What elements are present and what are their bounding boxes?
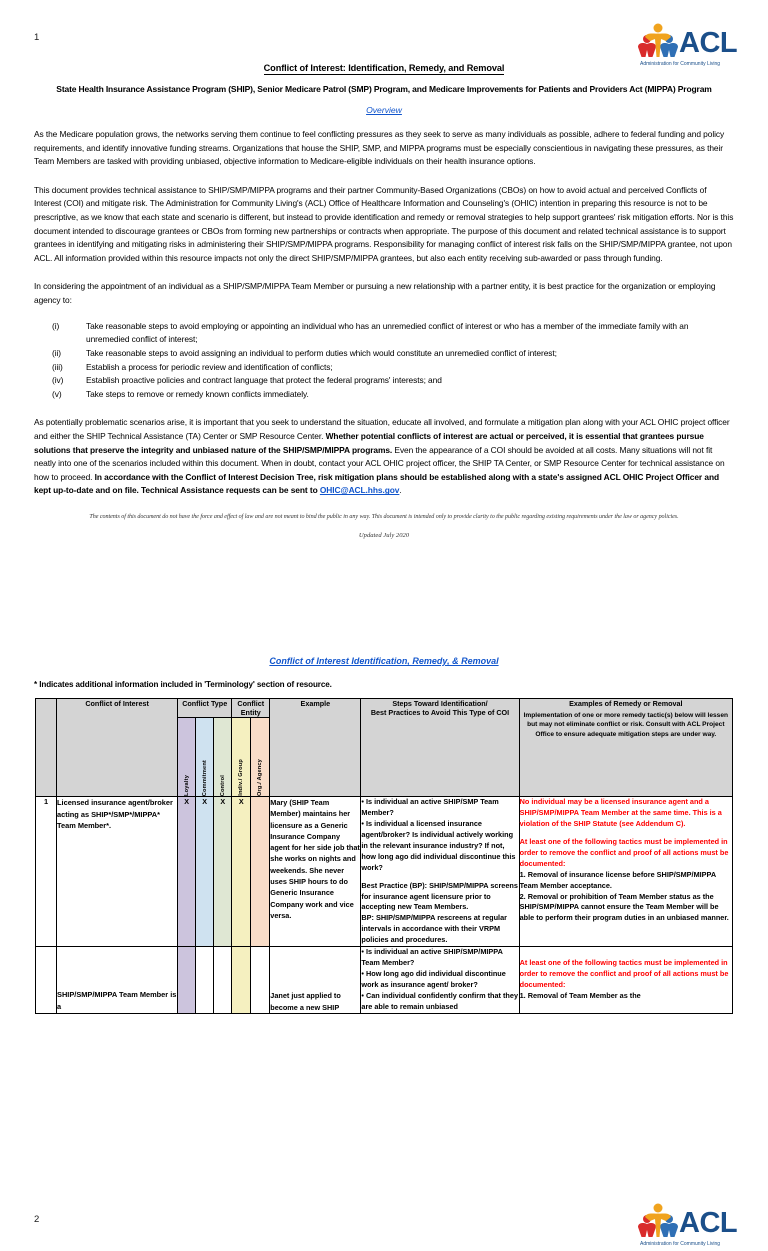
row-remedy-tactic: 1. Removal of insurance license before SHIP/SMP/MIPPA Team Member acceptance.: [519, 869, 716, 890]
row-remedy-line: At least one of the following tactics must be implemented in order to remove the conflict and proof of all actions must be documented:: [519, 836, 729, 868]
list-item-marker: (i): [52, 320, 60, 331]
row-steps-line: • Is individual an active SHIP/SMP/MIPPA Team Member?: [361, 947, 503, 968]
svg-text:ACL: ACL: [679, 27, 738, 59]
th-conflict-entity: Conflict Entity: [232, 699, 270, 718]
th-sub-commitment-label: Commitment: [201, 759, 208, 796]
th-remedy: [519, 699, 732, 797]
row-mark-commitment: [196, 947, 214, 1014]
row-coi-name: SHIP/SMP/MIPPA Team Member is a: [57, 947, 178, 1014]
list-item: [34, 388, 734, 402]
row-steps-line: • How long ago did individual discontinue work as insurance agent/ broker?: [361, 969, 506, 989]
row-example: Janet just applied to become a new SHIP: [270, 947, 361, 1014]
row-mark-indiv-group: X: [232, 797, 251, 947]
table-row: [36, 797, 733, 947]
list-item-marker: (iv): [52, 375, 64, 386]
th-remedy-line2: Implementation of one or more remedy tactic(s) below will lessen but may not eliminate conflict or risk. Consult with ACL Project Office to ensure adequate mitigation steps are under way.: [523, 712, 729, 738]
page-number-2: 2: [34, 1214, 40, 1225]
para4-part1: As potentially problematic scenarios arise, it is important that you seek to understand the situation, educate all involved, and formulate a mitigation plan along with your ACL OHIC project officer and either the SHIP Technical Assistance (TA) Center or SMP Resource Center.: [34, 417, 730, 441]
para4-bold1: Whether potential conflicts of interest are actual or perceived, it is essential that grantees pursue solutions that preserve the integrity and unbiased nature of the SHIP/SMP/MIPPA programs.: [34, 430, 704, 455]
row-remedy-line: No individual may be a licensed insurance agent and a SHIP/SMP/MIPPA Team Member at the same time. This is a violation of the SHIP Statute (see Addendum C).: [519, 797, 722, 828]
page-subtitle: State Health Insurance Assistance Program (SHIP), Senior Medicare Patrol (SMP) Program, and Medicare Improvements for Patients and Providers Act (MIPPA) Program: [56, 84, 712, 94]
para4-part4: .: [399, 485, 402, 496]
table-header-row: [36, 699, 733, 718]
ohic-email-link[interactable]: OHIC@ACL.hhs.gov: [319, 485, 400, 496]
th-sub-org-agency: [251, 718, 270, 797]
row-mark-control: X: [214, 797, 232, 947]
list-item-marker: (v): [52, 388, 62, 399]
row-steps-spacer: [361, 874, 518, 881]
row-mark-org-agency: [251, 797, 270, 947]
row-mark-commitment: X: [196, 797, 214, 947]
page-title-text: Conflict of Interest: Identification, Remedy, and Removal: [263, 63, 505, 73]
best-practice-list: [34, 320, 734, 402]
row-coi-name: Licensed insurance agent/broker acting as SHIP*/SMP*/MIPPA* Team Member*.: [57, 797, 178, 947]
list-item: [34, 361, 734, 375]
row-steps: [361, 797, 519, 947]
row-steps-line: • Is individual an active SHIP/SMP Team Member?: [361, 797, 499, 817]
th-example: Example: [270, 699, 361, 797]
list-item: [34, 374, 734, 388]
row-steps-line: Best Practice (BP): SHIP/SMP/MIPPA screens for insurance agent licensure prior to accepting new Team Members.: [361, 880, 518, 912]
row-remedy-tactic: 2. Removal or prohibition of Team Member status as the SHIP/SMP/MIPPA cannot ensure the Team Member will be able to perform their program duties in an unbiased manner.: [519, 891, 729, 923]
row-mark-indiv-group: [232, 947, 251, 1014]
list-item-label: Take reasonable steps to avoid assigning an individual to perform duties which would constitute an unremedied conflict of interest;: [86, 347, 557, 358]
legal-disclaimer: The contents of this document do not have the force and effect of law and are not meant to bind the public in any way. This document is intended only to provide clarity to the public regarding existing requirements under the law or agency policies.: [89, 514, 679, 521]
overview-link[interactable]: Overview: [366, 105, 402, 115]
paragraph-4: [34, 416, 734, 498]
row-mark-loyalty: X: [178, 797, 196, 947]
th-sub-indiv-group-label: Indiv./ Group: [238, 759, 245, 796]
th-conflict-type: Conflict Type: [178, 699, 232, 718]
th-sub-loyalty-label: Loyalty: [183, 775, 190, 796]
acl-logo-page2: [636, 1197, 746, 1251]
th-steps-line1: Steps Toward Identification/: [392, 699, 488, 708]
row-mark-org-agency: [251, 947, 270, 1014]
th-steps: [361, 699, 519, 797]
th-sub-indiv-group: [232, 718, 251, 797]
page-title: [34, 0, 734, 73]
list-item-marker: (iii): [52, 361, 63, 372]
row-remedy: [519, 797, 732, 947]
list-item-label: Take steps to remove or remedy known conflicts immediately.: [86, 388, 309, 399]
row-example: Mary (SHIP Team Member) maintains her licensure as a Generic Insurance Company agent for her side job that she works on nights and weekends. She never uses SHIP hours to do Generic Insurance Company work and vice versa.: [270, 797, 361, 947]
conflict-of-interest-table: [35, 698, 733, 1014]
row-remedy-spacer: [520, 830, 732, 837]
page-1: [0, 0, 768, 582]
list-item-label: Take reasonable steps to avoid employing or appointing an individual who has an unremedied conflict of interest or who has a member of the immediate family with an unremedied conflict of interest;: [86, 320, 689, 345]
row-remedy: [519, 947, 732, 1014]
row-steps-line: • Is individual a licensed insurance agent/broker? Is individual actively working in the relevant insurance industry? If not, how long ago did individual discontinue this work?: [361, 818, 516, 872]
paragraph-1: As the Medicare population grows, the networks serving them continue to feel conflicting pressures as they seek to serve as many individuals as possible, adhere to federal funding and policy requirements, and identify innovative funding streams. Organizations that house the SHIP, SMP, and MIPPA programs must be especially conscientious in navigating these pressures, as their Team Members are tasked with providing unbiased, objective information to Medicare-eligible individuals on their health insurance options.: [34, 129, 725, 167]
row-steps: [361, 947, 519, 1014]
terminology-note: * Indicates additional information included in 'Terminology' section of resource.: [34, 680, 332, 689]
row-remedy-line: At least one of the following tactics must be implemented in order to remove the conflict and proof of all actions must be documented:: [519, 958, 729, 989]
th-sub-loyalty: [178, 718, 196, 797]
th-steps-line2: Best Practices to Avoid This Type of COI: [370, 708, 510, 717]
page-2-title[interactable]: Conflict of Interest Identification, Remedy, & Removal: [269, 656, 499, 666]
th-sub-control-label: Control: [219, 774, 226, 796]
th-sub-org-agency-label: Org./ Agency: [257, 758, 264, 796]
acl-tagline: Administration for Community Living: [640, 61, 721, 67]
paragraph-3: In considering the appointment of an individual as a SHIP/SMP/MIPPA Team Member or pursuing a new relationship with a partner entity, it is best practice for the organization or employing agency to:: [34, 281, 716, 306]
row-mark-loyalty: [178, 947, 196, 1014]
th-sub-control: [214, 718, 232, 797]
para4-part3: , risk mitigation plans should be established along with a state's assigned ACL OHIC Project Officer and kept up-to-date and on file. Technical Assistance requests can be sent to: [34, 471, 720, 496]
paragraph-2: This document provides technical assistance to SHIP/SMP/MIPPA programs and their partner Community-Based Organizations (CBOs) on how to avoid actual and perceived Conflicts of Interest (COI) and mitigate risk. The Administration for Community Living's (ACL) Office of Healthcare Information and Counseling's (OHIC) intention in preparing this resource is not to be prescriptive, as we know that each state and scenario is different, but instead to provide identification and remedy or removal strategies to help support grantees' risk mitigation efforts. Nor is this document intended to discourage grantees or CBOs from forming new partnerships or contracts when appropriate. The purpose of this document and related technical assistance is to support grantees in identifying and mitigating risks in administering their SHIP/SMP/MIPPA programs. Responsibility for managing conflict of interest risk falls on the SHIP/SMP/MIPPA grantee, not upon ACL. All information provided within this resource impacts not only the direct SHIP/SMP/MIPPA grantees, but also each entity receiving sub-awarded or pass through funding.: [34, 184, 734, 263]
updated-date: Updated July 2020: [358, 532, 410, 540]
th-conflict-of-interest: Conflict of Interest: [57, 699, 178, 797]
list-item-label: Establish proactive policies and contract language that protect the federal programs' interests; and: [86, 375, 442, 386]
table-row: [36, 947, 733, 1014]
list-item-label: Establish a process for periodic review and identification of conflicts;: [86, 361, 333, 372]
th-sub-commitment: [196, 718, 214, 797]
list-item: [34, 347, 734, 361]
page-number-1: 1: [34, 32, 40, 43]
th-remedy-line1: Examples of Remedy or Removal: [569, 699, 683, 708]
row-remedy-tactic: 1. Removal of Team Member as the: [519, 990, 641, 1000]
list-item-marker: (ii): [52, 347, 61, 358]
row-steps-line: BP: SHIP/SMP/MIPPA rescreens at regular intervals in accordance with their VRPM policies and procedures.: [361, 913, 507, 945]
row-steps-line: • Can individual confidently confirm that they are able to remain unbiased: [361, 990, 519, 1011]
th-number: [36, 699, 57, 797]
list-item: [34, 320, 734, 347]
page-2: [0, 582, 768, 1247]
row-mark-control: [214, 947, 232, 1014]
svg-text:Administration for Community L: Administration for Community Living: [640, 1241, 721, 1247]
row-number: [36, 947, 57, 1014]
row-number: 1: [36, 797, 57, 947]
svg-text:ACL: ACL: [679, 1207, 738, 1239]
acl-logo: [636, 17, 746, 71]
para4-bold2: In accordance with the Conflict of Interest Decision Tree: [94, 471, 314, 482]
para4-part2: Even the appearance of a COI should be avoided at all costs. Many situations will not fit neatly into one of the scenarios included within this document. When in doubt, contact your ACL OHIC project officer, the SHIP TA Center, or SMP Resource Center for technical assistance on how to proceed.: [34, 444, 725, 482]
